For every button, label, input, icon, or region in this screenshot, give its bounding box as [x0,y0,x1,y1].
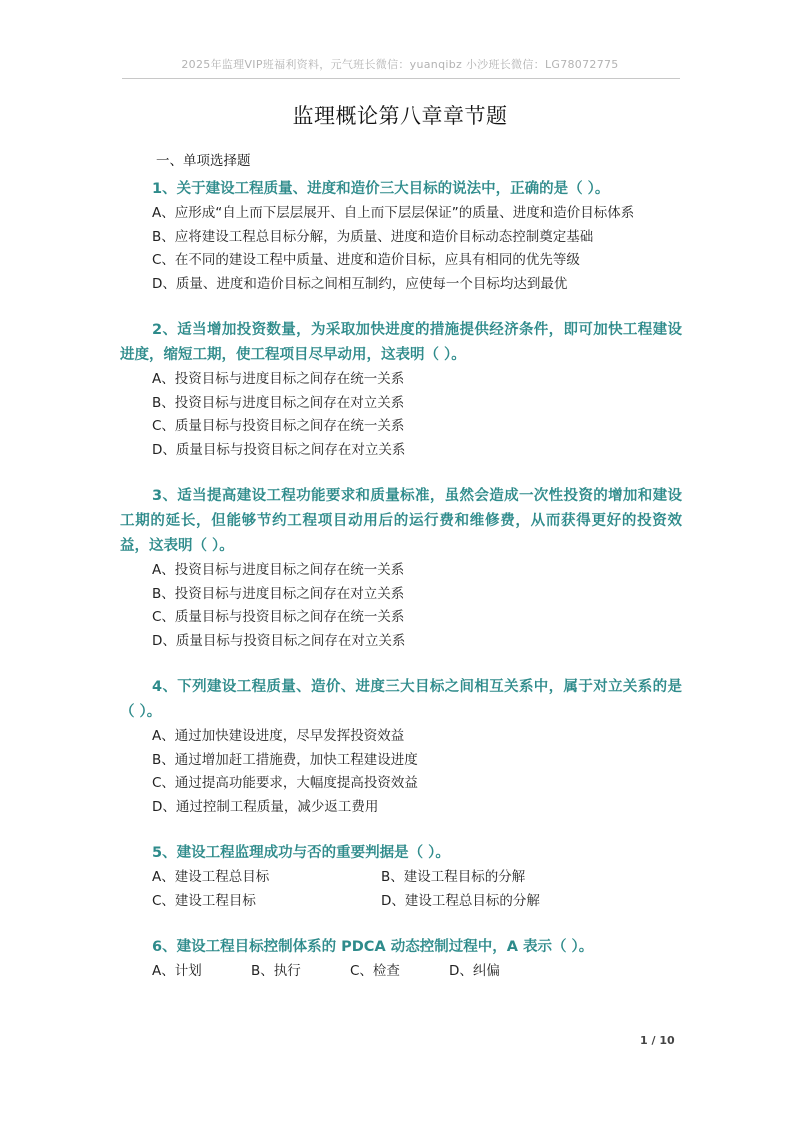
option-d: D、质量目标与投资目标之间存在对立关系 [152,632,406,649]
option-a: A、应形成“自上而下层层展开、自上而下层层保证”的质量、进度和造价目标体系 [152,205,635,221]
question-stem: 6、建设工程目标控制体系的 PDCA 动态控制过程中，A 表示（ ）。 [152,939,594,955]
option-a: A、计划 [152,963,202,979]
header-divider [122,78,680,79]
question-4 [120,675,682,819]
option-a: A、投资目标与进度目标之间存在统一关系 [152,562,405,578]
document-body [120,152,682,1006]
question-5 [120,841,682,913]
option-b: B、投资目标与进度目标之间存在对立关系 [152,585,405,602]
page-number: 1 / 10 [640,1034,675,1047]
question-stem: 4、下列建设工程质量、造价、进度三大目标之间相互关系中，属于对立关系的是（ ）。 [120,679,682,720]
option-b: B、通过增加赶工措施费，加快工程建设进度 [152,751,418,768]
option-c: C、在不同的建设工程中质量、进度和造价目标，应具有相同的优先等级 [152,252,580,268]
options-row [120,890,682,914]
option-c: C、质量目标与投资目标之间存在统一关系 [152,609,405,625]
document-title: 监理概论第八章章节题 [292,104,508,128]
option-d: D、质量、进度和造价目标之间相互制约，应使每一个目标均达到最优 [152,275,568,292]
option-c: C、检查 [350,963,400,979]
option-c: C、建设工程目标 [152,892,256,909]
option-d: D、纠偏 [449,963,500,979]
page-header: 2025年监理VIP班福利资料，元气班长微信：yuanqibz 小沙班长微信：LG78072775 [181,58,619,71]
option-b: B、投资目标与进度目标之间存在对立关系 [152,394,405,411]
option-a: A、通过加快建设进度，尽早发挥投资效益 [152,728,405,744]
question-stem: 3、适当提高建设工程功能要求和质量标准，虽然会造成一次性投资的增加和建设工期的延长，但能够节约工程项目动用后的运行费和维修费，从而获得更好的投资效益，这表明（ ）。 [120,488,682,554]
option-c: C、通过提高功能要求，大幅度提高投资效益 [152,775,418,791]
option-b: B、应将建设工程总目标分解，为质量、进度和造价目标动态控制奠定基础 [152,228,594,245]
question-6 [120,935,682,984]
option-a: A、投资目标与进度目标之间存在统一关系 [152,371,405,387]
question-stem: 5、建设工程监理成功与否的重要判据是（ ）。 [152,845,450,861]
question-1 [120,177,682,296]
question-2 [120,318,682,462]
question-stem: 2、适当增加投资数量，为采取加快进度的措施提供经济条件，即可加快工程建设进度，缩短工期，使工程项目尽早动用，这表明（ ）。 [120,322,682,363]
option-a: A、建设工程总目标 [152,869,270,885]
option-b: B、执行 [251,963,301,979]
option-c: C、质量目标与投资目标之间存在统一关系 [152,418,405,434]
option-d: D、质量目标与投资目标之间存在对立关系 [152,441,406,458]
options-row [120,960,682,984]
option-d: D、通过控制工程质量，减少返工费用 [152,798,379,815]
section-title: 一、单项选择题 [156,153,251,169]
options-row [120,866,682,890]
question-3 [120,484,682,653]
option-d: D、建设工程总目标的分解 [381,892,540,909]
option-b: B、建设工程目标的分解 [381,869,526,885]
question-stem: 1、关于建设工程质量、进度和造价三大目标的说法中，正确的是（ ）。 [152,181,610,197]
